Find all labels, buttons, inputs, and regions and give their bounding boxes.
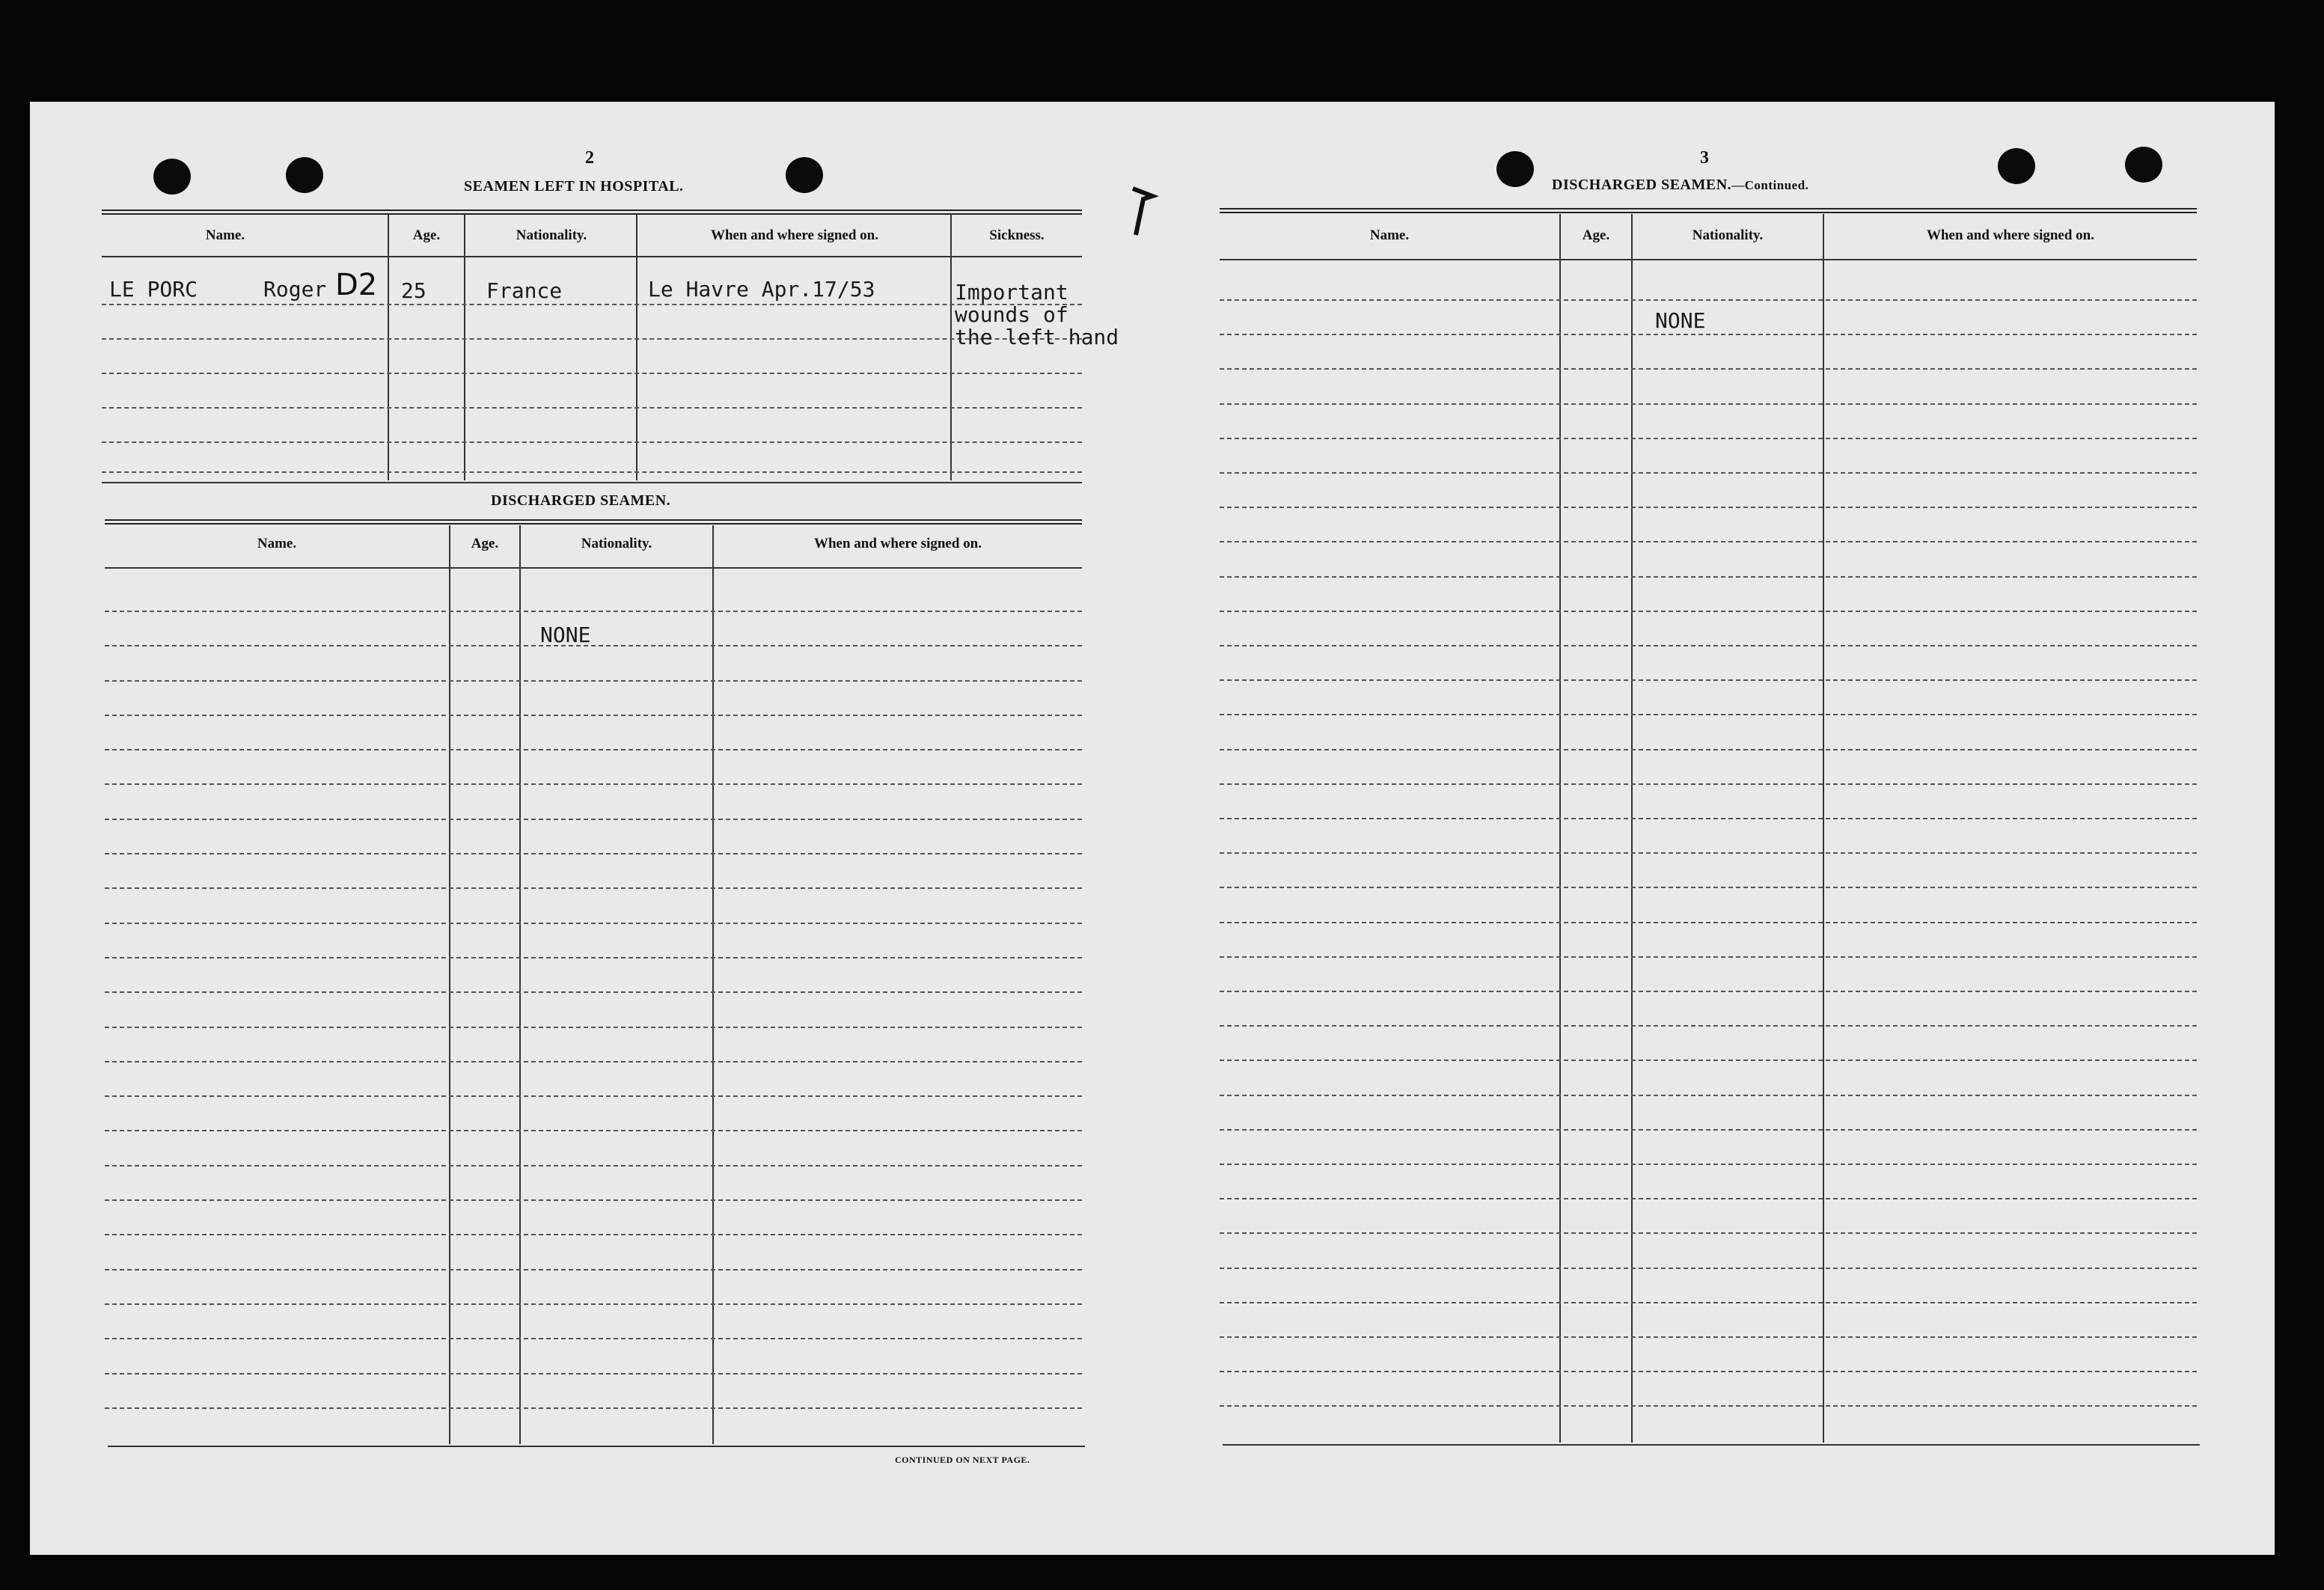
hospital-col-divider [464, 214, 465, 480]
hospital-entry-sickness-line: wounds of [955, 302, 1068, 327]
punch-hole [1998, 148, 2035, 184]
row-rule [1220, 1129, 2197, 1131]
right-entry-none: NONE [1655, 308, 1706, 333]
row-rule [1220, 403, 2197, 405]
row-rule [1220, 1405, 2197, 1407]
hospital-header-rule [102, 256, 1082, 257]
row-rule [105, 680, 1082, 682]
row-rule [1220, 1095, 2197, 1096]
hospital-entry-sickness-line: the left hand [955, 325, 1119, 349]
row-rule [1220, 1232, 2197, 1234]
row-rule [1220, 576, 2197, 578]
row-rule [1220, 714, 2197, 715]
punch-hole [286, 157, 323, 193]
discharged-entry-none: NONE [540, 623, 591, 647]
right-col-divider [1823, 214, 1824, 1443]
col-head-nationality: Nationality. [516, 227, 587, 243]
right-bottom-rule [1223, 1444, 2200, 1446]
punch-hole [1496, 151, 1534, 187]
row-rule [1220, 783, 2197, 785]
col-head-signed-on: When and where signed on. [1926, 227, 2094, 243]
hospital-entry-signed-on: Le Havre Apr.17/53 [648, 277, 875, 302]
row-rule [102, 338, 1082, 340]
row-rule [1220, 645, 2197, 646]
hospital-entry-surname: LE PORC [109, 277, 198, 302]
continued-suffix: —Continued. [1731, 178, 1809, 192]
row-rule [105, 1338, 1082, 1339]
hospital-top-rule [102, 210, 1082, 215]
row-rule [1220, 438, 2197, 439]
hospital-entry-nationality: France [486, 278, 563, 303]
row-rule [1220, 991, 2197, 992]
right-header-rule [1220, 259, 2197, 260]
right-col-divider [1559, 214, 1561, 1443]
row-rule [105, 1269, 1082, 1271]
row-rule [105, 1061, 1082, 1062]
row-rule [105, 957, 1082, 958]
punch-hole [786, 157, 823, 193]
row-rule [105, 853, 1082, 854]
row-rule [1220, 368, 2197, 370]
row-rule [105, 715, 1082, 716]
hospital-col-divider [950, 214, 952, 480]
row-rule [1220, 922, 2197, 923]
document-sheet [30, 102, 2275, 1555]
hospital-entry-handwritten-mark: D2 [335, 268, 378, 302]
row-rule [1220, 1336, 2197, 1338]
row-rule [1220, 749, 2197, 750]
col-head-name: Name. [257, 536, 297, 551]
discharged-col-divider [712, 525, 714, 1444]
row-rule [1220, 507, 2197, 508]
row-rule [105, 1165, 1082, 1166]
row-rule [102, 471, 1082, 473]
hospital-bottom-rule [102, 482, 1082, 483]
col-head-name: Name. [1369, 227, 1410, 243]
row-rule [1220, 472, 2197, 474]
discharged-continued-title-text: DISCHARGED SEAMEN. [1552, 177, 1732, 193]
row-rule [1220, 1025, 2197, 1027]
punch-hole [153, 159, 191, 195]
row-rule [105, 645, 1082, 646]
continued-footer: CONTINUED ON NEXT PAGE. [895, 1455, 1030, 1465]
row-rule [105, 783, 1082, 785]
row-rule [1220, 1268, 2197, 1269]
hospital-entry-age: 25 [401, 278, 426, 303]
row-rule [105, 1303, 1082, 1305]
row-rule [105, 1027, 1082, 1028]
discharged-continued-title [1552, 177, 1808, 194]
row-rule [105, 1234, 1082, 1235]
discharged-col-divider [449, 525, 450, 1444]
discharged-section-title: DISCHARGED SEAMEN. [491, 492, 671, 509]
row-rule [105, 1130, 1082, 1131]
row-rule [1220, 818, 2197, 819]
row-rule [1220, 611, 2197, 612]
row-rule [1220, 1164, 2197, 1165]
col-head-nationality: Nationality. [1692, 227, 1764, 243]
right-col-divider [1631, 214, 1633, 1443]
discharged-col-divider [519, 525, 521, 1444]
col-head-sickness: Sickness. [989, 227, 1045, 243]
discharged-top-rule [105, 519, 1082, 525]
col-head-age: Age. [412, 227, 441, 243]
row-rule [1220, 956, 2197, 958]
hospital-entry-sickness-line: Important [955, 280, 1068, 305]
col-head-age: Age. [1582, 227, 1610, 243]
col-head-age: Age. [471, 536, 499, 551]
page-smudge [1127, 183, 1157, 212]
row-rule [102, 304, 1082, 305]
hospital-section-title: SEAMEN LEFT IN HOSPITAL. [464, 178, 684, 195]
row-rule [1220, 852, 2197, 854]
col-head-nationality: Nationality. [581, 536, 652, 551]
row-rule [1220, 334, 2197, 335]
row-rule [1220, 1302, 2197, 1303]
row-rule [105, 991, 1082, 993]
row-rule [105, 1199, 1082, 1201]
row-rule [102, 407, 1082, 409]
page-number-left: 2 [585, 148, 594, 168]
row-rule [1220, 887, 2197, 888]
row-rule [105, 1407, 1082, 1409]
hospital-col-divider [636, 214, 637, 480]
row-rule [1220, 1371, 2197, 1372]
page-number-right: 3 [1700, 148, 1709, 168]
right-top-rule [1220, 208, 2197, 213]
discharged-bottom-rule [108, 1446, 1085, 1447]
row-rule [1220, 1198, 2197, 1199]
hospital-col-divider [388, 214, 389, 480]
row-rule [105, 1373, 1082, 1375]
hospital-entry-given-name: Roger [263, 277, 327, 302]
row-rule [105, 923, 1082, 924]
row-rule [105, 749, 1082, 750]
row-rule [105, 819, 1082, 820]
col-head-signed-on: When and where signed on. [710, 227, 878, 243]
row-rule [1220, 299, 2197, 301]
col-head-signed-on: When and where signed on. [813, 536, 982, 551]
row-rule [105, 1095, 1082, 1097]
row-rule [102, 441, 1082, 443]
row-rule [1220, 679, 2197, 681]
row-rule [105, 887, 1082, 889]
row-rule [102, 373, 1082, 374]
row-rule [105, 611, 1082, 612]
discharged-header-rule [105, 567, 1082, 569]
row-rule [1220, 1060, 2197, 1061]
row-rule [1220, 541, 2197, 542]
col-head-name: Name. [205, 227, 245, 243]
punch-hole [2125, 147, 2162, 183]
